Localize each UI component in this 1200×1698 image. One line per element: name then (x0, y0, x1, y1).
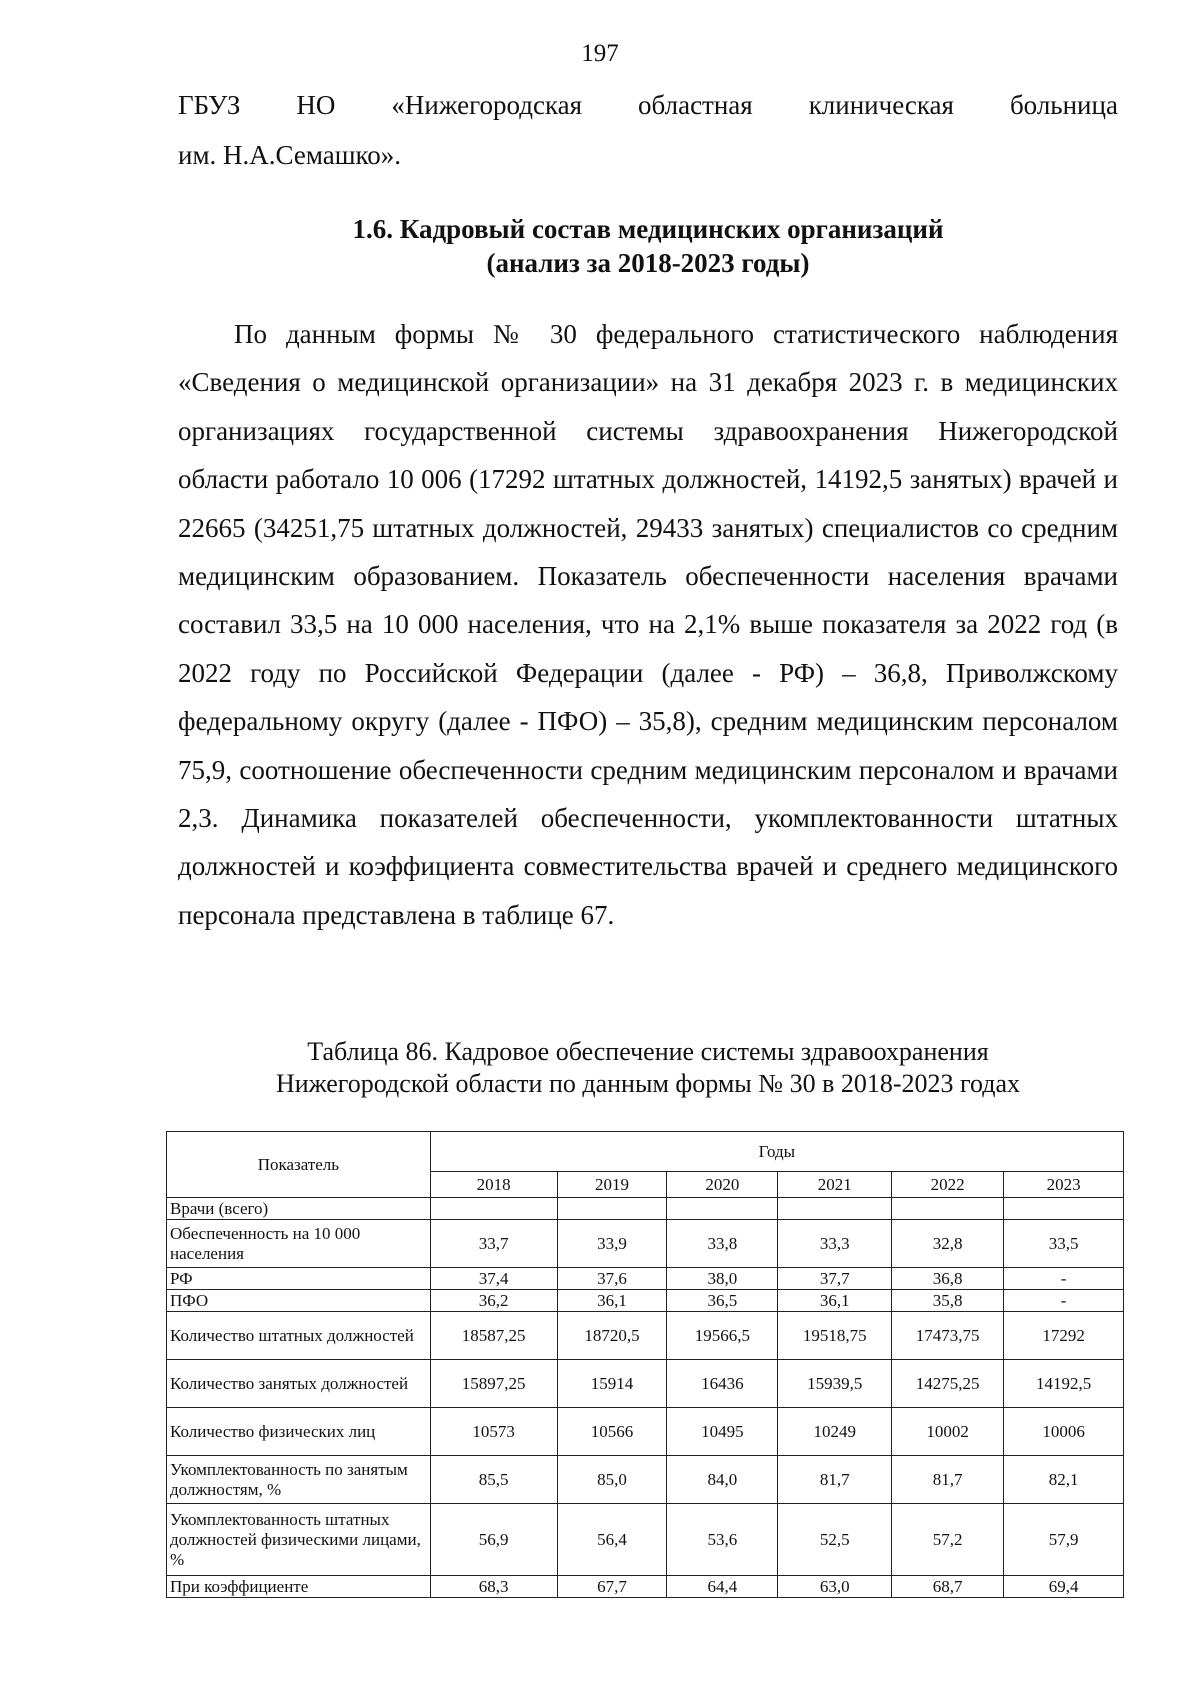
table-cell: 36,8 (892, 1268, 1004, 1290)
table-cell: 52,5 (778, 1504, 892, 1576)
table-cell: 68,7 (892, 1576, 1004, 1598)
table-cell (778, 1198, 892, 1220)
table-cell: 37,7 (778, 1268, 892, 1290)
year-header: 2020 (667, 1172, 778, 1198)
header-years: Годы (430, 1132, 1123, 1172)
table-cell: 33,9 (557, 1220, 667, 1268)
table-cell: 10002 (892, 1408, 1004, 1456)
table-row (167, 1504, 1124, 1576)
table-row (167, 1312, 1124, 1360)
row-label: ПФО (167, 1290, 431, 1312)
row-label: Укомплектованность по занятым должностям, % (167, 1456, 431, 1504)
row-label: Количество штатных должностей (167, 1312, 431, 1360)
table-cell: 85,0 (557, 1456, 667, 1504)
table-cell: 69,4 (1004, 1576, 1124, 1598)
section-heading (178, 212, 1118, 280)
caption-line-1: Таблица 86. Кадровое обеспечение системы здравоохранения (307, 1037, 989, 1066)
table-cell: 85,5 (430, 1456, 557, 1504)
table-cell: 10006 (1004, 1408, 1124, 1456)
table-cell: 15939,5 (778, 1360, 892, 1408)
table-cell: 33,8 (667, 1220, 778, 1268)
table-cell: 15914 (557, 1360, 667, 1408)
table-cell: 36,5 (667, 1290, 778, 1312)
table-row (167, 1268, 1124, 1290)
table-cell (667, 1198, 778, 1220)
table-cell: 19518,75 (778, 1312, 892, 1360)
intro-word: «Нижегородская (391, 90, 583, 120)
row-label: Врачи (всего) (167, 1198, 431, 1220)
heading-line-2: (анализ за 2018-2023 годы) (486, 248, 810, 278)
row-label: Количество физических лиц (167, 1408, 431, 1456)
table-row (167, 1456, 1124, 1504)
row-label: Укомплектованность штатных должностей физическими лицами, % (167, 1504, 431, 1576)
table-cell: 36,1 (778, 1290, 892, 1312)
year-header: 2023 (1004, 1172, 1124, 1198)
table-row (167, 1576, 1124, 1598)
table-cell: 10495 (667, 1408, 778, 1456)
paragraph-text: По данным формы № 30 федерального статистического наблюдения «Сведения о медицинской организации» на 31 декабря 2023 г. в медицинских организациях государственной системы здравоохранения Нижегородской области работало 10 006 (17292 штатных должностей, 14192,5 занятых) врачей и 22665 (34251,75 штатных должностей, 29433 занятых) специалистов со средним медицинским образованием. Показатель обеспеченности населения врачами составил 33,5 на 10 000 населения, что на 2,1% выше показателя за 2022 год (в 2022 году по Российской Федерации (далее - РФ) – 36,8, Приволжскому федеральному округу (далее - ПФО) – 35,8), средним медицинским персоналом 75,9, соотношение обеспеченности средним медицинским персоналом и врачами 2,3. Динамика показателей обеспеченности, укомплектованности штатных должностей и коэффициента совместительства врачей и среднего медицинского персонала представлена в таблице 67. (178, 319, 1118, 930)
table-cell: 57,2 (892, 1504, 1004, 1576)
table-cell: 81,7 (892, 1456, 1004, 1504)
row-label: РФ (167, 1268, 431, 1290)
table-cell: - (1004, 1290, 1124, 1312)
table-cell: 68,3 (430, 1576, 557, 1598)
intro-word: ГБУЗ (178, 90, 241, 120)
header-indicator: Показатель (167, 1132, 431, 1198)
intro-word: больница (1009, 90, 1118, 120)
table-row (167, 1198, 1124, 1220)
intro-word: НО (296, 90, 336, 120)
table-row (167, 1360, 1124, 1408)
table-cell: 64,4 (667, 1576, 778, 1598)
caption-line-2: Нижегородской области по данным формы № 30 в 2018-2023 годах (275, 1069, 1021, 1098)
table-cell (1004, 1198, 1124, 1220)
body-paragraph (178, 310, 1118, 939)
table-cell (430, 1198, 557, 1220)
table-cell: 18720,5 (557, 1312, 667, 1360)
table-cell: 84,0 (667, 1456, 778, 1504)
table-cell: 17292 (1004, 1312, 1124, 1360)
table-cell: 37,6 (557, 1268, 667, 1290)
year-header: 2018 (430, 1172, 557, 1198)
table-cell: 67,7 (557, 1576, 667, 1598)
table-cell: 36,2 (430, 1290, 557, 1312)
table-cell: 38,0 (667, 1268, 778, 1290)
row-label: При коэффициенте (167, 1576, 431, 1598)
table-cell: 18587,25 (430, 1312, 557, 1360)
heading-line-1: 1.6. Кадровый состав медицинских организаций (352, 214, 944, 244)
intro-line-2: им. Н.А.Семашко». (178, 140, 402, 170)
table-cell: - (1004, 1268, 1124, 1290)
intro-text (178, 80, 1118, 180)
table-cell: 35,8 (892, 1290, 1004, 1312)
table-cell: 57,9 (1004, 1504, 1124, 1576)
table-cell: 81,7 (778, 1456, 892, 1504)
table-row (167, 1408, 1124, 1456)
row-label: Обеспеченность на 10 000 населения (167, 1220, 431, 1268)
table-cell: 37,4 (430, 1268, 557, 1290)
table-cell: 33,3 (778, 1220, 892, 1268)
table-cell: 14275,25 (892, 1360, 1004, 1408)
year-header: 2019 (557, 1172, 667, 1198)
table-cell (892, 1198, 1004, 1220)
table-cell: 56,9 (430, 1504, 557, 1576)
intro-word: областная (638, 90, 753, 120)
page-number: 197 (581, 40, 619, 67)
table-row (167, 1290, 1124, 1312)
table-cell: 36,1 (557, 1290, 667, 1312)
table-row (167, 1220, 1124, 1268)
table-cell: 10573 (430, 1408, 557, 1456)
year-header: 2022 (892, 1172, 1004, 1198)
table-cell (557, 1198, 667, 1220)
table-cell: 10249 (778, 1408, 892, 1456)
row-label: Количество занятых должностей (167, 1360, 431, 1408)
table-cell: 16436 (667, 1360, 778, 1408)
intro-line-1 (178, 80, 1118, 130)
staffing-table (166, 1131, 1124, 1598)
table-cell: 10566 (557, 1408, 667, 1456)
table-cell: 33,5 (1004, 1220, 1124, 1268)
table-cell: 82,1 (1004, 1456, 1124, 1504)
table-cell: 15897,25 (430, 1360, 557, 1408)
table-caption (178, 1036, 1118, 1100)
table-cell: 63,0 (778, 1576, 892, 1598)
intro-word: клиническая (808, 90, 954, 120)
table-header-row (167, 1132, 1124, 1172)
year-header: 2021 (778, 1172, 892, 1198)
table-cell: 53,6 (667, 1504, 778, 1576)
table-cell: 19566,5 (667, 1312, 778, 1360)
table-cell: 14192,5 (1004, 1360, 1124, 1408)
table-cell: 33,7 (430, 1220, 557, 1268)
table-cell: 56,4 (557, 1504, 667, 1576)
table-cell: 17473,75 (892, 1312, 1004, 1360)
table-cell: 32,8 (892, 1220, 1004, 1268)
